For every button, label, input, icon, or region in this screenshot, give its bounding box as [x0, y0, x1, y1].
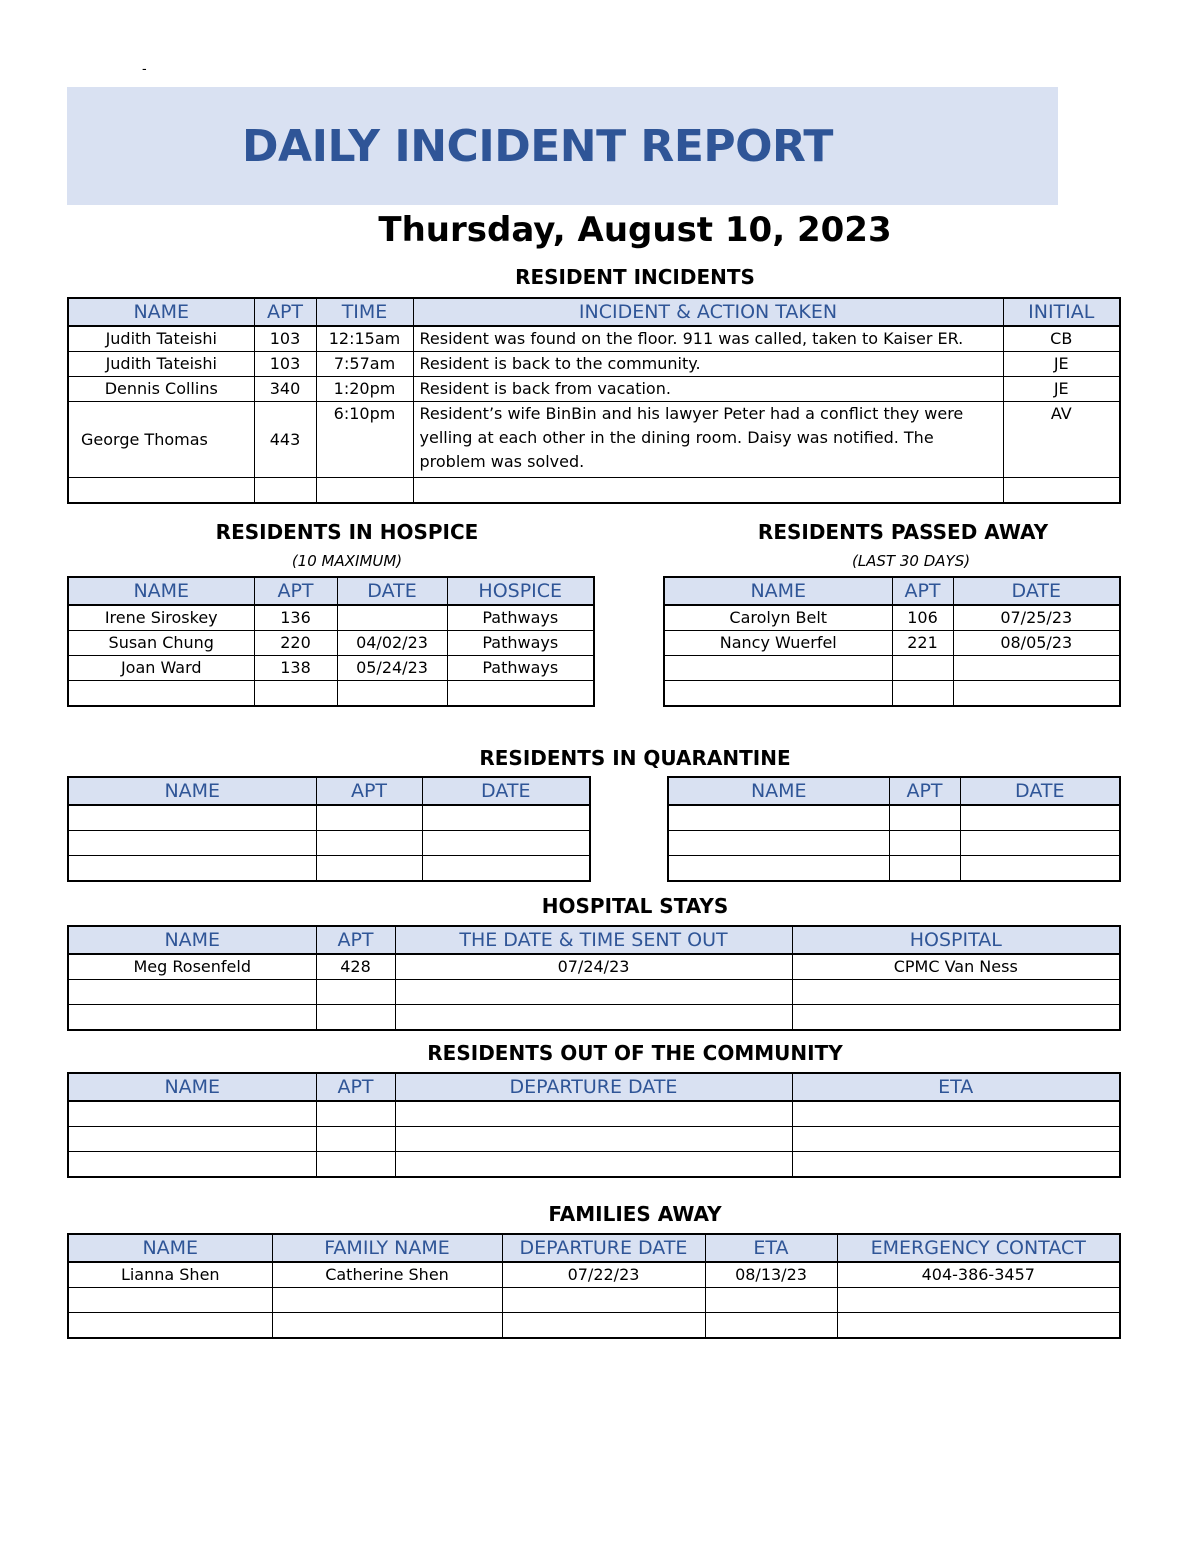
passed-away-table	[663, 576, 1121, 707]
incident-action: Resident is back from vacation.	[413, 377, 1003, 402]
incident-initial: CB	[1003, 326, 1120, 352]
family-eta: 08/13/23	[705, 1262, 837, 1288]
column-header: APT	[892, 577, 953, 605]
section-title-quarantine: RESIDENTS IN QUARANTINE	[479, 746, 791, 770]
column-header: TIME	[316, 298, 413, 326]
passed-date	[953, 681, 1120, 707]
hospital-stay-hospital	[792, 1005, 1120, 1031]
column-header: EMERGENCY CONTACT	[837, 1234, 1120, 1262]
column-header: THE DATE & TIME SENT OUT	[395, 926, 792, 954]
quarantine-name	[668, 856, 889, 882]
incident-time: 6:10pm	[316, 402, 413, 478]
quarantine-name	[68, 805, 316, 831]
hospice-date: 04/02/23	[337, 631, 447, 656]
table-row	[68, 681, 594, 707]
incident-time: 1:20pm	[316, 377, 413, 402]
section-title-passed-away: RESIDENTS PASSED AWAY	[757, 520, 1049, 544]
passed-name: Carolyn Belt	[664, 605, 892, 631]
table-row	[668, 856, 1120, 882]
hospice-name: Joan Ward	[68, 656, 254, 681]
table-header-row	[68, 298, 1120, 326]
column-header: DEPARTURE DATE	[395, 1073, 792, 1101]
column-header: FAMILY NAME	[272, 1234, 502, 1262]
hospital-stay-hospital	[792, 980, 1120, 1005]
table-row	[68, 1127, 1120, 1152]
column-header: APT	[316, 926, 395, 954]
table-header-row	[68, 1073, 1120, 1101]
column-header: DATE	[960, 777, 1120, 805]
quarantine-table-left	[67, 776, 591, 882]
table-row	[68, 326, 1120, 352]
out-of-community-table	[67, 1072, 1121, 1178]
table-row	[68, 352, 1120, 377]
quarantine-name	[68, 856, 316, 882]
table-row	[68, 805, 590, 831]
column-header: NAME	[68, 298, 254, 326]
hospice-name: Irene Siroskey	[68, 605, 254, 631]
hospice-date: 05/24/23	[337, 656, 447, 681]
table-header-row	[68, 926, 1120, 954]
hospital-stay-apt: 428	[316, 954, 395, 980]
family-departure	[502, 1288, 705, 1313]
table-row	[68, 1152, 1120, 1178]
quarantine-date	[422, 831, 590, 856]
quarantine-name	[668, 805, 889, 831]
hospital-stay-hospital: CPMC Van Ness	[792, 954, 1120, 980]
incident-time	[316, 478, 413, 504]
column-header: NAME	[68, 1234, 272, 1262]
hospital-stay-name	[68, 980, 316, 1005]
out-apt	[316, 1101, 395, 1127]
hospice-provider	[447, 681, 594, 707]
family-emergency-contact	[837, 1288, 1120, 1313]
hospice-provider: Pathways	[447, 656, 594, 681]
quarantine-apt	[316, 831, 422, 856]
out-name	[68, 1152, 316, 1178]
passed-name	[664, 681, 892, 707]
family-name: Catherine Shen	[272, 1262, 502, 1288]
column-header: APT	[316, 777, 422, 805]
family-eta	[705, 1313, 837, 1339]
table-row	[68, 1101, 1120, 1127]
family-emergency-contact: 404-386-3457	[837, 1262, 1120, 1288]
quarantine-apt	[889, 805, 960, 831]
out-departure	[395, 1101, 792, 1127]
quarantine-date	[422, 805, 590, 831]
quarantine-date	[960, 856, 1120, 882]
hospice-name	[68, 681, 254, 707]
section-title-hospice: RESIDENTS IN HOSPICE	[215, 520, 479, 544]
column-header: DATE	[953, 577, 1120, 605]
passed-date	[953, 656, 1120, 681]
table-header-row	[68, 777, 590, 805]
family-eta	[705, 1288, 837, 1313]
passed-date: 08/05/23	[953, 631, 1120, 656]
column-header: APT	[254, 298, 316, 326]
table-row	[68, 1288, 1120, 1313]
out-apt	[316, 1152, 395, 1178]
report-title: DAILY INCIDENT REPORT	[242, 120, 833, 172]
family-departure: 07/22/23	[502, 1262, 705, 1288]
table-row	[68, 980, 1120, 1005]
quarantine-date	[960, 831, 1120, 856]
hospice-provider: Pathways	[447, 631, 594, 656]
family-name	[272, 1313, 502, 1339]
column-header: DATE	[422, 777, 590, 805]
resident-incidents-table	[67, 297, 1121, 504]
quarantine-date	[422, 856, 590, 882]
quarantine-table-right	[667, 776, 1121, 882]
family-name	[272, 1288, 502, 1313]
incident-initial: JE	[1003, 352, 1120, 377]
table-row	[68, 656, 594, 681]
incident-name	[68, 478, 254, 504]
incident-apt: 103	[254, 352, 316, 377]
hospital-stay-sent-out	[395, 980, 792, 1005]
column-header: HOSPITAL	[792, 926, 1120, 954]
column-header: DATE	[337, 577, 447, 605]
quarantine-date	[960, 805, 1120, 831]
column-header: APT	[316, 1073, 395, 1101]
hospice-apt	[254, 681, 337, 707]
table-row	[664, 631, 1120, 656]
quarantine-name	[68, 831, 316, 856]
table-header-row	[68, 577, 594, 605]
quarantine-apt	[889, 831, 960, 856]
quarantine-name	[668, 831, 889, 856]
column-header: INCIDENT & ACTION TAKEN	[413, 298, 1003, 326]
table-row	[68, 402, 1120, 478]
column-header: INITIAL	[1003, 298, 1120, 326]
table-header-row	[664, 577, 1120, 605]
table-row	[68, 1005, 1120, 1031]
passed-name	[664, 656, 892, 681]
stray-dash-mark: -	[142, 60, 147, 76]
out-name	[68, 1127, 316, 1152]
hospice-apt: 220	[254, 631, 337, 656]
family-emergency-contact	[837, 1313, 1120, 1339]
table-row	[668, 805, 1120, 831]
quarantine-apt	[316, 805, 422, 831]
hospice-provider: Pathways	[447, 605, 594, 631]
hospital-stay-name	[68, 1005, 316, 1031]
table-row	[664, 681, 1120, 707]
out-apt	[316, 1127, 395, 1152]
table-row	[68, 954, 1120, 980]
report-date: Thursday, August 10, 2023	[378, 210, 892, 250]
out-eta	[792, 1152, 1120, 1178]
incident-action: Resident was found on the floor. 911 was called, taken to Kaiser ER.	[413, 326, 1003, 352]
table-row	[68, 377, 1120, 402]
passed-apt: 106	[892, 605, 953, 631]
hospital-stay-sent-out: 07/24/23	[395, 954, 792, 980]
hospital-stays-table	[67, 925, 1121, 1031]
passed-date: 07/25/23	[953, 605, 1120, 631]
incident-apt: 103	[254, 326, 316, 352]
families-away-table	[67, 1233, 1121, 1339]
incident-name: Judith Tateishi	[68, 326, 254, 352]
section-title-families-away: FAMILIES AWAY	[548, 1202, 722, 1226]
passed-name: Nancy Wuerfel	[664, 631, 892, 656]
out-name	[68, 1101, 316, 1127]
hospital-stay-apt	[316, 1005, 395, 1031]
incident-name: George Thomas	[68, 402, 254, 478]
family-departure	[502, 1313, 705, 1339]
table-header-row	[68, 1234, 1120, 1262]
incident-time: 7:57am	[316, 352, 413, 377]
hospital-stay-name: Meg Rosenfeld	[68, 954, 316, 980]
incident-name: Dennis Collins	[68, 377, 254, 402]
hospice-table	[67, 576, 595, 707]
table-row	[68, 478, 1120, 504]
passed-apt	[892, 681, 953, 707]
table-header-row	[668, 777, 1120, 805]
table-row	[68, 1313, 1120, 1339]
passed-apt: 221	[892, 631, 953, 656]
column-header: DEPARTURE DATE	[502, 1234, 705, 1262]
hospital-stay-sent-out	[395, 1005, 792, 1031]
column-header: NAME	[664, 577, 892, 605]
out-departure	[395, 1127, 792, 1152]
out-eta	[792, 1101, 1120, 1127]
column-header: ETA	[705, 1234, 837, 1262]
quarantine-apt	[889, 856, 960, 882]
section-title-hospital-stays: HOSPITAL STAYS	[541, 894, 729, 918]
family-resident-name: Lianna Shen	[68, 1262, 272, 1288]
hospice-apt: 136	[254, 605, 337, 631]
column-header: HOSPICE	[447, 577, 594, 605]
hospice-apt: 138	[254, 656, 337, 681]
incident-action	[413, 478, 1003, 504]
column-header: NAME	[68, 1073, 316, 1101]
passed-away-subtitle: (LAST 30 DAYS)	[851, 552, 971, 570]
incident-apt	[254, 478, 316, 504]
table-row	[68, 856, 590, 882]
section-title-resident-incidents: RESIDENT INCIDENTS	[515, 265, 755, 289]
table-row	[68, 605, 594, 631]
table-row	[68, 831, 590, 856]
table-row	[664, 605, 1120, 631]
hospice-subtitle: (10 MAXIMUM)	[291, 552, 403, 570]
incident-name: Judith Tateishi	[68, 352, 254, 377]
column-header: APT	[254, 577, 337, 605]
column-header: NAME	[68, 777, 316, 805]
table-row	[668, 831, 1120, 856]
table-row	[68, 1262, 1120, 1288]
quarantine-apt	[316, 856, 422, 882]
out-eta	[792, 1127, 1120, 1152]
family-resident-name	[68, 1313, 272, 1339]
out-departure	[395, 1152, 792, 1178]
column-header: NAME	[68, 577, 254, 605]
hospital-stay-apt	[316, 980, 395, 1005]
incident-initial: AV	[1003, 402, 1120, 478]
incident-apt: 443	[254, 402, 316, 478]
family-resident-name	[68, 1288, 272, 1313]
column-header: ETA	[792, 1073, 1120, 1101]
column-header: APT	[889, 777, 960, 805]
incident-apt: 340	[254, 377, 316, 402]
table-row	[664, 656, 1120, 681]
incident-action: Resident is back to the community.	[413, 352, 1003, 377]
passed-apt	[892, 656, 953, 681]
hospice-date	[337, 605, 447, 631]
hospice-date	[337, 681, 447, 707]
incident-action: Resident’s wife BinBin and his lawyer Peter had a conflict they were yelling at each other in the dining room. Daisy was notified. The problem was solved.	[413, 402, 1003, 478]
hospice-name: Susan Chung	[68, 631, 254, 656]
column-header: NAME	[68, 926, 316, 954]
table-row	[68, 631, 594, 656]
column-header: NAME	[668, 777, 889, 805]
incident-initial: JE	[1003, 377, 1120, 402]
incident-time: 12:15am	[316, 326, 413, 352]
section-title-out-of-community: RESIDENTS OUT OF THE COMMUNITY	[427, 1041, 843, 1065]
incident-initial	[1003, 478, 1120, 504]
title-banner	[67, 87, 1058, 205]
